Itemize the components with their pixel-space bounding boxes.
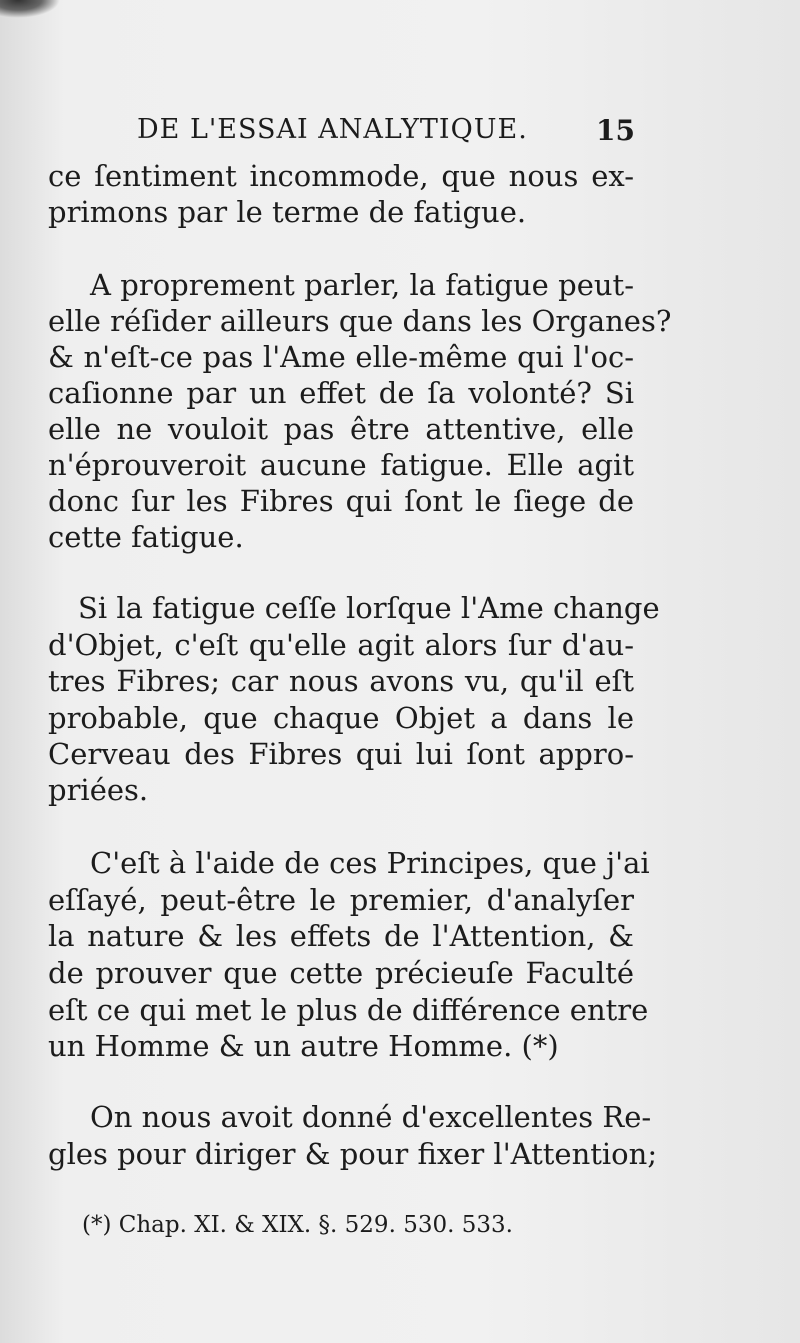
text-line: elle réſider ailleurs que dans les Organes? — [48, 304, 672, 338]
text-line: & n'eſt-ce pas l'Ame elle-même qui l'oc- — [48, 340, 634, 374]
text-line: elle ne vouloit pas être attentive, elle — [48, 412, 634, 446]
text-line: caſionne par un effet de ſa volonté? Si — [48, 376, 634, 410]
text-line: n'éprouveroit aucune fatigue. Elle agit — [48, 448, 634, 482]
text-line: Cerveau des Fibres qui lui ſont appro- — [48, 737, 634, 771]
page-corner-shadow — [0, 0, 60, 18]
text-line: de prouver que cette précieuſe Faculté — [48, 956, 634, 990]
page-header — [137, 114, 635, 154]
text-line: Si la fatigue ceſſe lorſque l'Ame change — [78, 591, 660, 625]
text-line: ce ſentiment incommode, que nous ex- — [48, 159, 634, 193]
text-line: donc ſur les Fibres qui ſont le ſiege de — [48, 484, 634, 518]
text-line: A proprement parler, la fatigue peut- — [90, 268, 634, 302]
text-line: tres Fibres; car nous avons vu, qu'il eſt — [48, 664, 634, 698]
text-line: d'Objet, c'eſt qu'elle agit alors ſur d'au- — [48, 628, 634, 662]
text-line: C'eſt à l'aide de ces Principes, que j'ai — [90, 846, 650, 880]
text-line: cette fatigue. — [48, 520, 244, 554]
text-line: la nature & les effets de l'Attention, & — [48, 919, 634, 953]
text-line: priées. — [48, 773, 149, 807]
text-line: probable, que chaque Objet a dans le — [48, 701, 634, 735]
text-line: primons par le terme de fatigue. — [48, 195, 527, 229]
text-line: eſt ce qui met le plus de différence entre — [48, 993, 649, 1027]
text-line: gles pour diriger & pour fixer l'Attention; — [48, 1137, 658, 1171]
running-title: DE L'ESSAI ANALYTIQUE. — [137, 114, 528, 145]
text-line: un Homme & un autre Homme. (*) — [48, 1029, 559, 1063]
page-number: 15 — [596, 114, 635, 147]
footnote: (*) Chap. XI. & XIX. §. 529. 530. 533. — [82, 1212, 513, 1238]
text-line: eſſayé, peut-être le premier, d'analyſer — [48, 883, 634, 917]
text-line: On nous avoit donné d'excellentes Re- — [90, 1100, 652, 1134]
